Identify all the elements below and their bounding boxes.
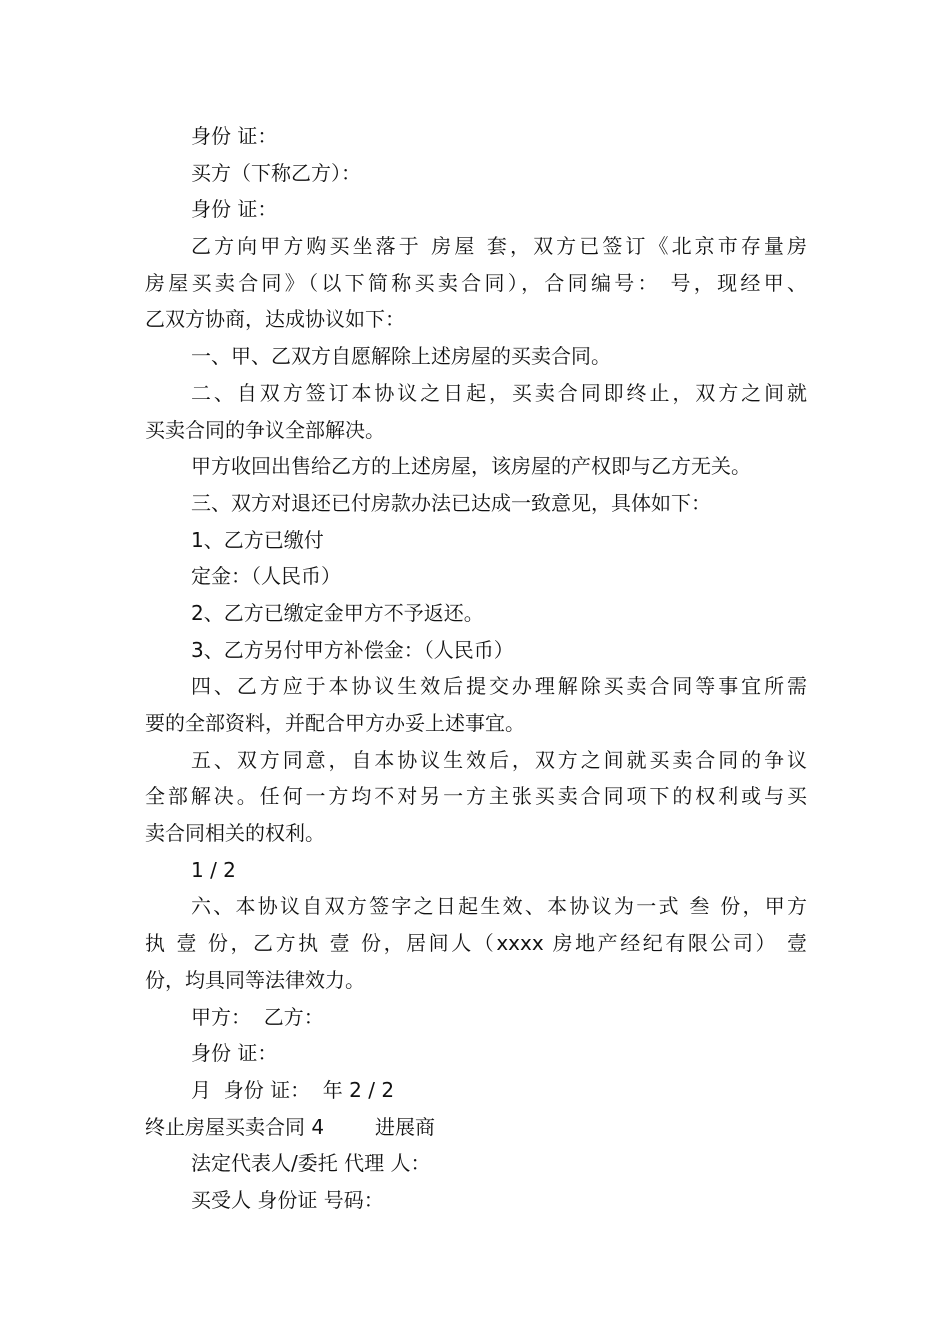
clause-six: 六、本协议自双方签字之日起生效、本协议为一式 叁 份，甲方	[191, 894, 807, 919]
paragraph-line: 份，均具同等法律效力。	[145, 967, 365, 992]
document-body	[145, 118, 807, 1219]
list-item: 1、乙方已缴付	[191, 527, 324, 552]
clause-four: 四、乙方应于本协议生效后提交办理解除买卖合同等事宜所需	[191, 674, 807, 699]
paragraph-line: 要的全部资料，并配合甲方办妥上述事宜。	[145, 711, 525, 735]
representative-line: 法定代表人/委托 代理 人：	[191, 1151, 431, 1176]
clause-two: 二、自双方签订本协议之日起，买卖合同即终止，双方之间就	[191, 380, 807, 405]
buyer-id-number-line: 买受人 身份证 号码：	[191, 1187, 384, 1212]
clause-three: 三、双方对退还已付房款办法已达成一致意见，具体如下：	[191, 490, 711, 515]
list-item: 2、乙方已缴定金甲方不予返还。	[191, 600, 484, 625]
paragraph-line: 卖合同相关的权利。	[145, 821, 325, 846]
paragraph-line: 全部解决。任何一方均不对另一方主张买卖合同项下的权利或与买	[145, 784, 807, 809]
id-line: 身份 证：	[191, 1041, 278, 1066]
paragraph-line: 买卖合同的争议全部解决。	[145, 417, 385, 442]
section-title: 终止房屋买卖合同 4 进展商	[145, 1114, 435, 1139]
page-number: 1 / 2	[191, 857, 236, 882]
date-id-line: 月 身份 证： 年 2 / 2	[191, 1077, 395, 1102]
buyer-id-line: 身份 证：	[191, 197, 278, 222]
paragraph-line: 乙方向甲方购买坐落于 房屋 套，双方已签订《北京市存量房	[191, 234, 807, 259]
clause-one: 一、甲、乙双方自愿解除上述房屋的买卖合同。	[191, 344, 611, 369]
paragraph-line: 房屋买卖合同》（以下简称买卖合同），合同编号： 号，现经甲、	[145, 270, 807, 295]
paragraph-line: 乙双方协商，达成协议如下：	[145, 307, 405, 332]
paragraph-line: 甲方收回出售给乙方的上述房屋，该房屋的产权即与乙方无关。	[191, 454, 751, 479]
seller-id-line: 身份 证：	[191, 124, 278, 148]
paragraph-line: 执 壹 份，乙方执 壹 份，居间人（xxxx 房地产经纪有限公司） 壹	[145, 931, 807, 956]
clause-five: 五、双方同意，自本协议生效后，双方之间就买卖合同的争议	[191, 747, 807, 772]
signature-parties: 甲方： 乙方：	[191, 1004, 324, 1029]
list-item: 定金：（人民币）	[191, 564, 341, 589]
list-item: 3、乙方另付甲方补偿金：（人民币）	[191, 637, 514, 662]
buyer-line: 买方（下称乙方）：	[191, 160, 361, 185]
